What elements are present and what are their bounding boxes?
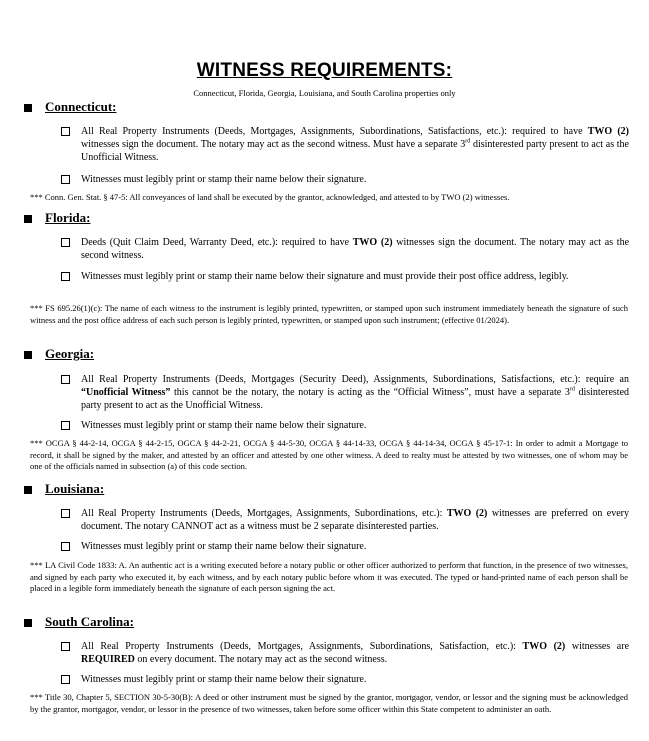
state-name: Georgia:: [45, 346, 95, 361]
state-name: Louisiana:: [45, 481, 105, 496]
page-subtitle: Connecticut, Florida, Georgia, Louisiana, and South Carolina properties only: [193, 88, 456, 98]
checkbox[interactable]: [61, 272, 70, 281]
requirement-text: Deeds (Quit Claim Deed, Warranty Deed, etc.): required to have TWO (2) witnesses sign the document. The notary may act as the second witness.: [81, 237, 630, 261]
page-title: WITNESS REQUIREMENTS:: [196, 60, 453, 81]
requirement-text: All Real Property Instruments (Deeds, Mortgages, Assignments, Subordinations, Satisfaction, etc.): TWO (2) witnesses are REQUIRED on every document. The notary may act as the second witness.: [81, 641, 630, 665]
checkbox[interactable]: [61, 642, 70, 651]
statute-note: *** Title 30, Chapter 5, SECTION 30-5-30(B): A deed or other instrument must be signed by the grantor, mortgagor, vendor, or lessor and the signing must be acknowledged by the grantor, mortgagor, vendor, or lessor in the presence of two witnesses, taken before some officer within this State competent to administer an oath.: [30, 692, 628, 714]
statute-note: *** Conn. Gen. Stat. § 47-5: All conveyances of land shall be executed by the grantor, acknowledged, and attested to by TWO (2) witnesses.: [30, 192, 510, 202]
bullet-square-icon: [24, 215, 32, 223]
requirement-text: All Real Property Instruments (Deeds, Mortgages, Assignments, Subordinations, etc.): TWO (2) witnesses are preferred on every document. The notary CANNOT act as a witness must be 2 separate disinterested parties.: [81, 508, 629, 532]
requirement-text: Witnesses must legibly print or stamp their name below their signature.: [81, 674, 367, 685]
state-name: Connecticut:: [45, 99, 117, 114]
requirement-text: All Real Property Instruments (Deeds, Mortgages (Security Deed), Assignments, Subordinations, Satisfactions, etc.): require an “Unofficial Witness” this cannot be the notary, the notary is acting as the “Official Witness”, must have a separate 3rd disinterested party present to act as the Unofficial Witness.: [81, 374, 630, 411]
checkbox[interactable]: [61, 542, 70, 551]
statute-note: *** FS 695.26(1)(c): The name of each witness to the instrument is legibly printed, typewritten, or stamped upon such instrument immediately beneath the signature of such witness and the post office address of each such person is legibly printed, typewritten, or stamped upon such instrument; (effective 01/2024).: [30, 303, 628, 325]
requirement-text: All Real Property Instruments (Deeds, Mortgages, Assignments, Subordinations, Satisfactions, etc.): required to have TWO (2) witnesses sign the document. The notary may act as the second witness. Must have a separate 3rd disinterested party present to act as the Unofficial Witness.: [81, 126, 629, 163]
bullet-square-icon: [24, 619, 32, 627]
checkbox[interactable]: [61, 175, 70, 184]
statute-note: *** OCGA § 44-2-14, OCGA § 44-2-15, OGCA § 44-2-21, OCGA § 44-5-30, OCGA § 44-14-33, OCGA § 44-14-34, OCGA § 45-17-1: In order to admit a Mortgage to record, it shall be signed by the maker, and attested by an officer and attested by one other witness. A deed to realty must be attested by two witnesses, one of whom may be one of the officials named in subsection (a) of this code section.: [30, 438, 628, 472]
checkbox[interactable]: [61, 675, 70, 684]
statute-note: *** LA Civil Code 1833: A. An authentic act is a writing executed before a notary public or other officer authorized to perform that function, in the presence of two witnesses, and signed by each party who executed it, by each witness, and by each notary public before whom it was executed. The typed or hand-printed name of each person shall be placed in a legible form immediately beneath the signature of each person signing the act.: [30, 560, 628, 594]
bullet-square-icon: [24, 486, 32, 494]
checkbox[interactable]: [61, 127, 70, 136]
requirement-text: Witnesses must legibly print or stamp their name below their signature.: [81, 174, 367, 185]
requirement-text: Witnesses must legibly print or stamp their name below their signature and must provide their post office address, legibly.: [81, 271, 569, 282]
checkbox[interactable]: [61, 421, 70, 430]
checkbox[interactable]: [61, 509, 70, 518]
requirement-text: Witnesses must legibly print or stamp their name below their signature.: [81, 541, 367, 552]
requirement-text: Witnesses must legibly print or stamp their name below their signature.: [81, 420, 367, 431]
checkbox[interactable]: [61, 238, 70, 247]
bullet-square-icon: [24, 104, 32, 112]
state-name: Florida:: [45, 210, 91, 225]
bullet-square-icon: [24, 351, 32, 359]
state-name: South Carolina:: [45, 614, 134, 629]
checkbox[interactable]: [61, 375, 70, 384]
